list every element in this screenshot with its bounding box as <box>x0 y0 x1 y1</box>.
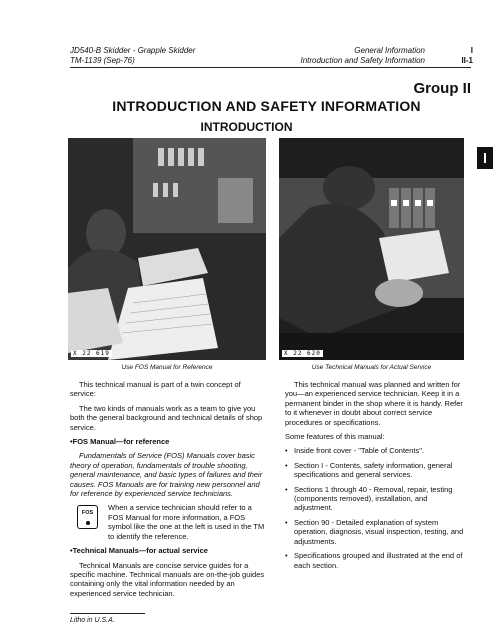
footer-rule <box>70 613 145 614</box>
photo-code: X 22 619 <box>73 350 110 357</box>
photo-tm-illustration <box>279 138 464 360</box>
technical-manual-heading: •Technical Manuals—for actual service <box>70 546 208 556</box>
footer-litho: Litho in U.S.A. <box>70 617 115 624</box>
section-subtitle: INTRODUCTION <box>200 120 293 134</box>
feature-item: • Inside front cover - "Table of Contents". <box>285 446 465 455</box>
photo-fos-illustration <box>68 138 266 360</box>
fos-manual-heading: •FOS Manual—for reference <box>70 437 170 447</box>
header-page-ref <box>461 46 473 66</box>
fos-symbol-block <box>70 503 267 541</box>
fos-symbol-icon <box>77 505 98 529</box>
header-rule <box>70 67 471 68</box>
photo-fos-manual <box>68 138 266 360</box>
feature-item: • Specifications grouped and illustrated at the end of each section. <box>285 551 465 570</box>
group-label: Group II <box>413 80 471 97</box>
photo-code: X 22 620 <box>284 350 321 357</box>
header-model: JD540-B Skidder - Grapple Skidder <box>70 46 196 55</box>
feature-item: • Sections 1 through 40 - Removal, repair, testing (components removed), installation, and adjustment. <box>285 485 465 513</box>
technical-manual-description: Technical Manuals are concise service guides for a specific machine. Technical manuals are on-the-job guides containing only the vital information needed by an experienced service technician. <box>70 560 265 598</box>
feature-item: • Section 90 - Detailed explanation of system operation, diagnosis, visual inspection, testing, and adjustments. <box>285 518 465 546</box>
features-intro: Some features of this manual: <box>285 432 385 442</box>
header-left <box>70 46 195 66</box>
left-column <box>70 380 267 603</box>
twin-concept-paragraph: The two kinds of manuals work as a team to give you both the general background and technical details of shop service. <box>70 403 263 432</box>
header-page-number: II-1 <box>461 56 473 65</box>
photo-caption-tm: Use Technical Manuals for Actual Service <box>311 364 432 371</box>
audience-paragraph: This technical manual was planned and written for you—an experienced service technician. Keep it in a permanent binder in the shop where it is handy. Refer to it whenever in doubt about correct service procedures or specifications. <box>285 380 463 427</box>
page-title: INTRODUCTION AND SAFETY INFORMATION <box>112 98 421 114</box>
header-right <box>300 46 425 66</box>
photo-caption-fos: Use FOS Manual for Reference <box>121 364 213 371</box>
fos-symbol-text: When a service technician should refer to a FOS Manual for more information, a FOS symbol like the one at the left is used in the TM to identify the reference. <box>108 503 265 541</box>
intro-paragraph: This technical manual is part of a twin concept of service: <box>70 380 241 399</box>
header-section-name: General Information <box>354 46 425 55</box>
fos-description: Fundamentals of Service (FOS) Manuals cover basic theory of operation, fundamentals of trouble shooting, general maintenance, and basic types of failures and their causes. FOS Manuals are for training new personnel and for reference by experienced service technicians. <box>70 451 263 499</box>
header-tm-number: TM-1139 (Sep-76) <box>70 56 135 65</box>
header-section-number: I <box>470 46 473 55</box>
feature-item: • Section I - Contents, safety information, general specifications and general services. <box>285 461 465 480</box>
header-subsection-name: Introduction and Safety Information <box>300 56 425 65</box>
right-column <box>285 380 465 575</box>
fos-symbol-label: FOS <box>81 510 94 517</box>
photo-technical-manual <box>279 138 464 360</box>
section-tab-marker <box>477 147 493 169</box>
